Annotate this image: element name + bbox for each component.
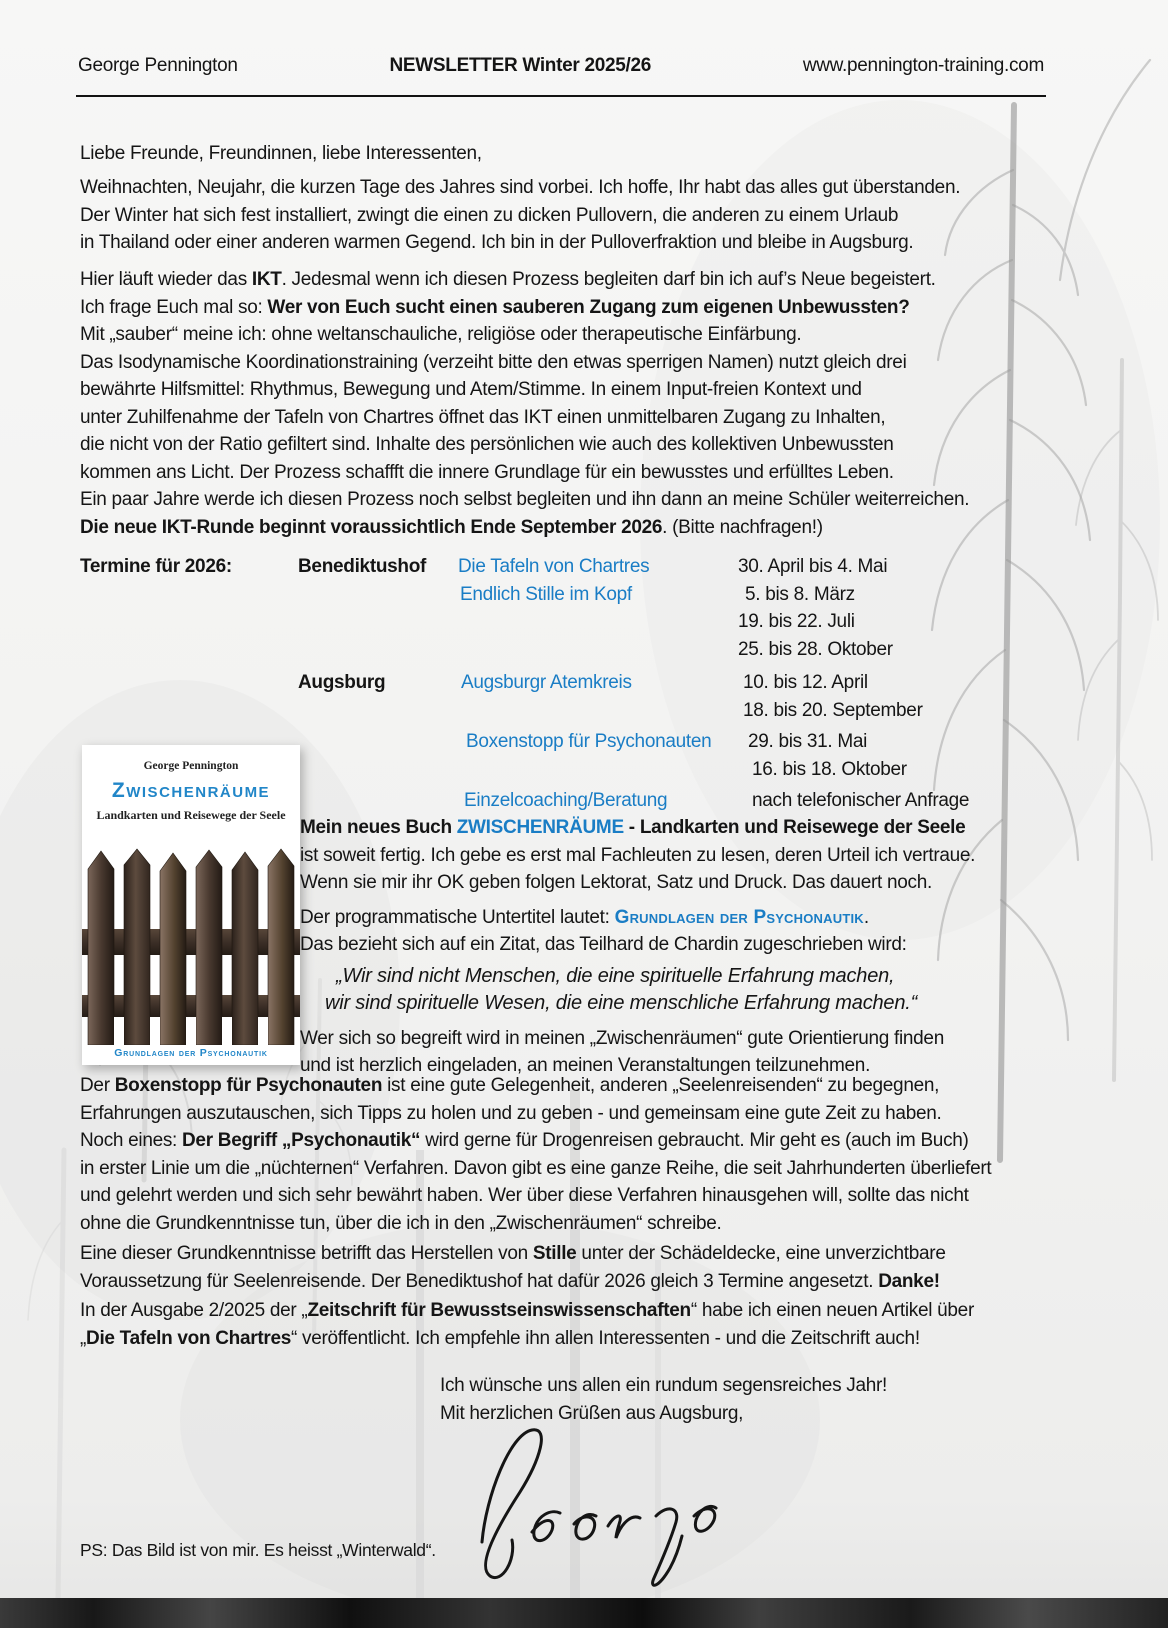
event-date: 30. April bis 4. Mai	[738, 556, 888, 577]
event-link-boxenstopp[interactable]: Boxenstopp für Psychonauten	[466, 731, 712, 752]
text-segment: In der Ausgabe 2/2025 der „	[80, 1300, 308, 1321]
schedule-row	[80, 608, 1080, 636]
highlight-question: Wer von Euch sucht einen sauberen Zugang zum eigenen Unbewussten?	[267, 296, 910, 318]
stille-paragraph	[80, 1240, 946, 1295]
book-line: ist soweit fertig. Ich gebe es erst mal Fachleuten zu lesen, deren Urteil ich vertraue.	[300, 844, 976, 866]
event-date: 19. bis 22. Juli	[738, 611, 855, 632]
book-title-highlight: ZWISCHENRÄUME	[456, 817, 624, 838]
text-segment: Hier läuft wieder das	[80, 269, 252, 290]
text-segment: “ veröffentlicht. Ich empfehle ihn allen Interessenten - und die Zeitschrift auch!	[291, 1327, 920, 1349]
salutation: Liebe Freunde, Freundinnen, liebe Interessenten,	[80, 143, 482, 164]
text-segment: . Jedesmal wenn ich diesen Prozess begleiten darf bin ich auf’s Neue begeistert.	[281, 269, 936, 290]
event-link-endlich-stille-im-kopf[interactable]: Endlich Stille im Kopf	[460, 583, 632, 605]
quote-line: „Wir sind nicht Menschen, die eine spirituelle Erfahrung machen,	[336, 964, 895, 987]
cover-footer: Grundlagen der Psychonautik	[114, 1047, 268, 1059]
schedule-row	[80, 669, 1080, 697]
event-date: 29. bis 31. Mai	[748, 731, 868, 752]
book-line: und ist herzlich eingeladen, an meinen Veranstaltungen teilzunehmen.	[300, 1055, 871, 1076]
boxenstopp-paragraph	[80, 1072, 991, 1237]
signature	[452, 1412, 722, 1597]
schedule-row	[80, 697, 1080, 725]
ikt-line: bewährte Hilfsmittel: Rhythmus, Bewegung und Atem/Stimme. In einem Input-freien Kontext und	[80, 379, 862, 400]
ikt-line: unter Zuhilfenahme der Tafeln von Chartres öffnet das IKT einen unmittelbaren Zugang zu Inhalten,	[80, 406, 886, 428]
boxenstopp-highlight: Boxenstopp für Psychonauten	[114, 1075, 383, 1096]
venue-augsburg: Augsburg	[298, 672, 386, 693]
paragraph-line	[80, 1127, 991, 1155]
event-link-augsburger-atemkreis[interactable]: Augsburgr Atemkreis	[461, 672, 632, 693]
text-segment: Voraussetzung für Seelenreisende. Der Benediktushof hat dafür 2026 gleich 3 Termine angesetzt.	[80, 1270, 879, 1292]
text-segment: ist eine gute Gelegenheit, anderen „Seelenreisenden“ zu begegnen,	[382, 1075, 940, 1096]
cover-subtitle: Landkarten und Reisewege der Seele	[96, 808, 286, 822]
signature-image	[452, 1412, 722, 1597]
tafeln-highlight: Die Tafeln von Chartres	[86, 1327, 291, 1349]
paragraph-line: ohne die Grundkenntnisse tun, über die ich in den „Zwischenräumen“ schreibe.	[80, 1212, 722, 1234]
website-link[interactable]: www.pennington-training.com	[802, 55, 1044, 76]
text-segment: wird gerne für Drogenreisen gebraucht. Mir geht es (auch im Buch)	[420, 1130, 969, 1151]
ikt-line	[80, 294, 969, 322]
stille-highlight: Stille	[532, 1243, 577, 1264]
schedule-label: Termine für 2026:	[80, 556, 232, 577]
book-line: Wer sich so begreift wird in meinen „Zwischenräumen“ gute Orientierung finden	[300, 1027, 944, 1049]
closing-line: Mit herzlichen Grüßen aus Augsburg,	[440, 1402, 744, 1424]
paragraph-line	[80, 1240, 946, 1268]
text-segment: - Landkarten und Reisewege der Seele	[623, 817, 966, 838]
event-link-einzelcoaching[interactable]: Einzelcoaching/Beratung	[464, 790, 668, 811]
schedule-row	[80, 581, 1080, 609]
zeitschrift-highlight: Zeitschrift für Bewusstseinswissenschaften	[307, 1300, 691, 1321]
book-paragraph	[300, 814, 1060, 1080]
text-segment: Eine dieser Grundkenntnisse betrifft das Herstellen von	[80, 1243, 533, 1264]
cover-author: George Pennington	[143, 760, 239, 772]
text-segment: unter der Schädeldecke, eine unverzichtbare	[576, 1243, 946, 1264]
ikt-line: die nicht von der Ratio gefiltert sind. Inhalte des persönlichen wie auch des kollektiven Unbewussten	[80, 434, 894, 455]
book-line	[300, 904, 1060, 932]
closing-line: Ich wünsche uns allen ein rundum segensreiches Jahr!	[440, 1375, 887, 1396]
photo-bottom-edge	[0, 1598, 1168, 1628]
text-segment: „	[80, 1327, 87, 1349]
text-segment: Ich frage Euch mal so:	[80, 296, 268, 318]
header-divider	[76, 95, 1046, 97]
schedule-row	[80, 553, 1080, 581]
paragraph-line	[80, 1268, 946, 1296]
ikt-term: IKT	[251, 269, 282, 290]
ikt-announcement: Die neue IKT-Runde beginnt voraussichtlich Ende September 2026	[80, 516, 663, 538]
ikt-line: kommen ans Licht. Der Prozess schaffft die innere Grundlage für ein bewusstes und erfülltes Leben.	[80, 461, 894, 483]
event-date: 18. bis 20. September	[743, 699, 923, 721]
text-segment: Der	[80, 1075, 115, 1096]
event-link-tafeln-von-chartres[interactable]: Die Tafeln von Chartres	[458, 556, 650, 577]
intro-line: Der Winter hat sich fest installiert, zwingt die einen zu dicken Pullovern, die anderen zu einem Urlaub	[80, 204, 899, 226]
cover-title: Zwischenräume	[111, 779, 271, 802]
fence-image	[82, 845, 300, 1045]
event-date: 25. bis 28. Oktober	[738, 638, 893, 660]
ikt-line: Mit „sauber“ meine ich: ohne weltanschauliche, religiöse oder therapeutische Einfärbung.	[80, 324, 802, 345]
newsletter-title: NEWSLETTER Winter 2025/26	[389, 55, 652, 76]
paragraph-line: Erfahrungen auszutauschen, sich Tipps zu holen und zu geben - und gemeinsam eine gute Zeit zu haben.	[80, 1102, 942, 1124]
ikt-line: Das Isodynamische Koordinationstraining (verzeiht bitte den etwas sperrigen Namen) nutzt gleich drei	[80, 351, 907, 373]
ps-note: PS: Das Bild ist von mir. Es heisst „Winterwald“.	[80, 1540, 436, 1560]
text-segment: Mein neues Buch	[300, 817, 457, 838]
header	[78, 52, 1044, 80]
paragraph-line: in erster Linie um die „nüchternen“ Verfahren. Davon gibt es eine ganze Reihe, die seit Jahrhunderten überliefert	[80, 1157, 992, 1179]
book-line	[300, 814, 1060, 842]
schedule-row	[80, 636, 1080, 664]
book-subtitle-highlight: Grundlagen der Psychonautik	[614, 906, 864, 928]
paragraph-line	[80, 1325, 974, 1353]
book-cover	[82, 745, 300, 1065]
event-date: 10. bis 12. April	[743, 672, 868, 693]
paragraph-line	[80, 1297, 974, 1325]
ikt-paragraph	[80, 266, 969, 541]
intro-line: Weihnachten, Neujahr, die kurzen Tage des Jahres sind vorbei. Ich hoffe, Ihr habt das alles gut überstanden.	[80, 177, 961, 198]
paragraph-line	[80, 1072, 991, 1100]
book-line: Das bezieht sich auf ein Zitat, das Teilhard de Chardin zugeschrieben wird:	[300, 934, 907, 955]
text-segment: Der programmatische Untertitel lautet:	[300, 906, 615, 928]
fence-illustration	[82, 845, 300, 1045]
intro-paragraph	[80, 174, 960, 257]
ikt-line	[80, 514, 969, 542]
header-author: George Pennington	[78, 55, 238, 76]
ikt-line	[80, 266, 969, 294]
quote-line: wir sind spirituelle Wesen, die eine menschliche Erfahrung machen.“	[325, 992, 918, 1014]
text-segment: .	[863, 906, 869, 928]
ikt-line: Ein paar Jahre werde ich diesen Prozess noch selbst begleiten und ihn dann an meine Schüler weiterreichen.	[80, 489, 970, 510]
psychonautik-highlight: Der Begriff „Psychonautik“	[182, 1130, 421, 1151]
text-segment: . (Bitte nachfragen!)	[662, 516, 823, 538]
zeitschrift-paragraph	[80, 1297, 974, 1352]
text-segment: Noch eines:	[80, 1130, 183, 1151]
event-date: 16. bis 18. Oktober	[752, 758, 907, 780]
event-date: 5. bis 8. März	[745, 583, 855, 605]
event-date: nach telefonischer Anfrage	[752, 790, 970, 811]
book-line: Wenn sie mir ihr OK geben folgen Lektorat, Satz und Druck. Das dauert noch.	[300, 872, 932, 893]
danke-highlight: Danke!	[878, 1270, 940, 1292]
intro-line: in Thailand oder einer anderen warmen Gegend. Ich bin in der Pulloverfraktion und bleibe in Augsburg.	[80, 232, 914, 253]
paragraph-line: und gelehrt werden und sich sehr bewährt haben. Wer über diese Verfahren hinausgehen will, sollte das nicht	[80, 1185, 969, 1206]
venue-benediktushof: Benediktushof	[298, 556, 427, 577]
text-segment: “ habe ich einen neuen Artikel über	[690, 1300, 974, 1321]
